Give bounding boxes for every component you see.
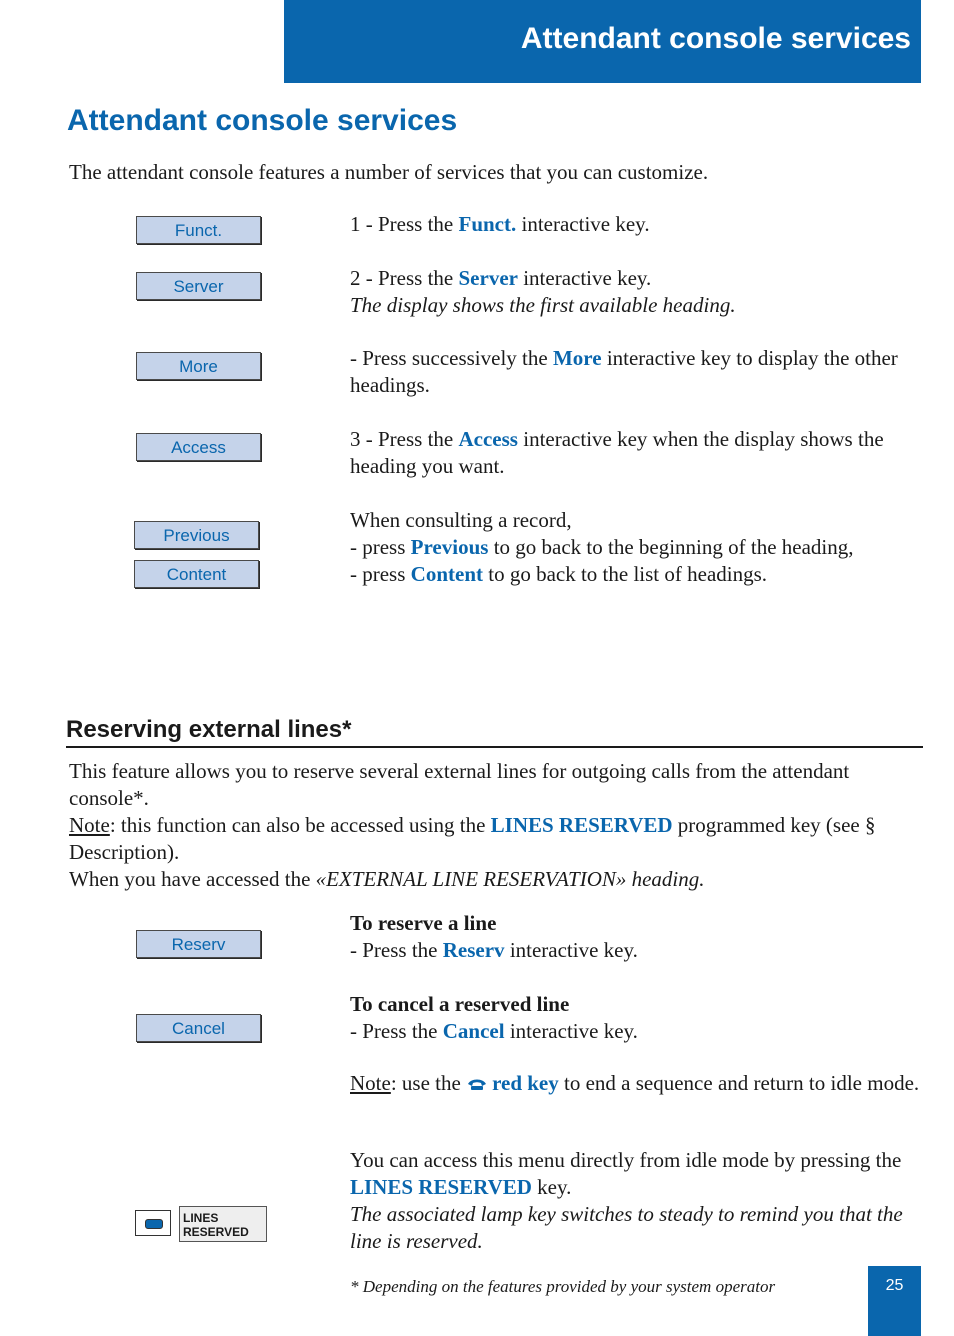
step-2: 2 - Press the Server interactive key. The display shows the first available heading.	[350, 266, 736, 317]
lamp-note: The associated lamp key switches to steady to remind you that the line is reserved.	[350, 1202, 903, 1253]
idle-mode-text: You can access this menu directly from idle mode by pressing the LINES RESERVED key. The associated lamp key switches to steady to remind you that the line is reserved.	[350, 1148, 903, 1253]
page-number: 25	[868, 1266, 921, 1336]
reserv-key[interactable]: Reserv	[136, 930, 261, 958]
intro-text: The attendant console features a number of services that you can customize.	[69, 160, 709, 184]
step-3: 3 - Press the Access interactive key when the display shows the heading you want.	[350, 427, 884, 478]
server-key[interactable]: Server	[136, 272, 261, 300]
access-key[interactable]: Access	[136, 433, 261, 461]
red-key-icon	[466, 1077, 488, 1091]
more-key[interactable]: More	[136, 352, 261, 380]
page-title: Attendant console services	[67, 104, 458, 137]
lamp-key[interactable]	[135, 1210, 171, 1236]
cancel-key[interactable]: Cancel	[136, 1014, 261, 1042]
cancel-instructions: To cancel a reserved line - Press the Cancel interactive key.	[350, 992, 638, 1043]
step-2-note: The display shows the first available heading.	[350, 293, 736, 317]
reserve-instructions: To reserve a line - Press the Reserv interactive key.	[350, 911, 638, 962]
note-red-key: Note: use the red key to end a sequence and return to idle mode.	[350, 1071, 920, 1095]
previous-key[interactable]: Previous	[134, 521, 259, 549]
step-1: 1 - Press the Funct. interactive key.	[350, 212, 650, 236]
lines-reserved-label: LINES RESERVED	[179, 1206, 267, 1242]
lamp-indicator-icon	[145, 1219, 163, 1229]
footnote: * Depending on the features provided by your system operator	[350, 1277, 776, 1296]
step-consult: When consulting a record, - press Previous to go back to the beginning of the heading, - press Content to go back to the list of headings.	[350, 508, 854, 586]
header-band-title: Attendant console services	[520, 22, 911, 55]
funct-key[interactable]: Funct.	[136, 216, 261, 244]
content-key[interactable]: Content	[134, 560, 259, 588]
step-more: - Press successively the More interactive key to display the other headings.	[350, 346, 898, 397]
section-title: Reserving external lines*	[66, 716, 923, 748]
header-band	[284, 0, 921, 83]
section-body: This feature allows you to reserve several external lines for outgoing calls from the attendant console*. Note: this function can also be accessed using the LINES RESERVED programmed key (see § Description). When you have accessed the «EXTERNAL LINE RESERVATION» heading.	[69, 759, 876, 891]
